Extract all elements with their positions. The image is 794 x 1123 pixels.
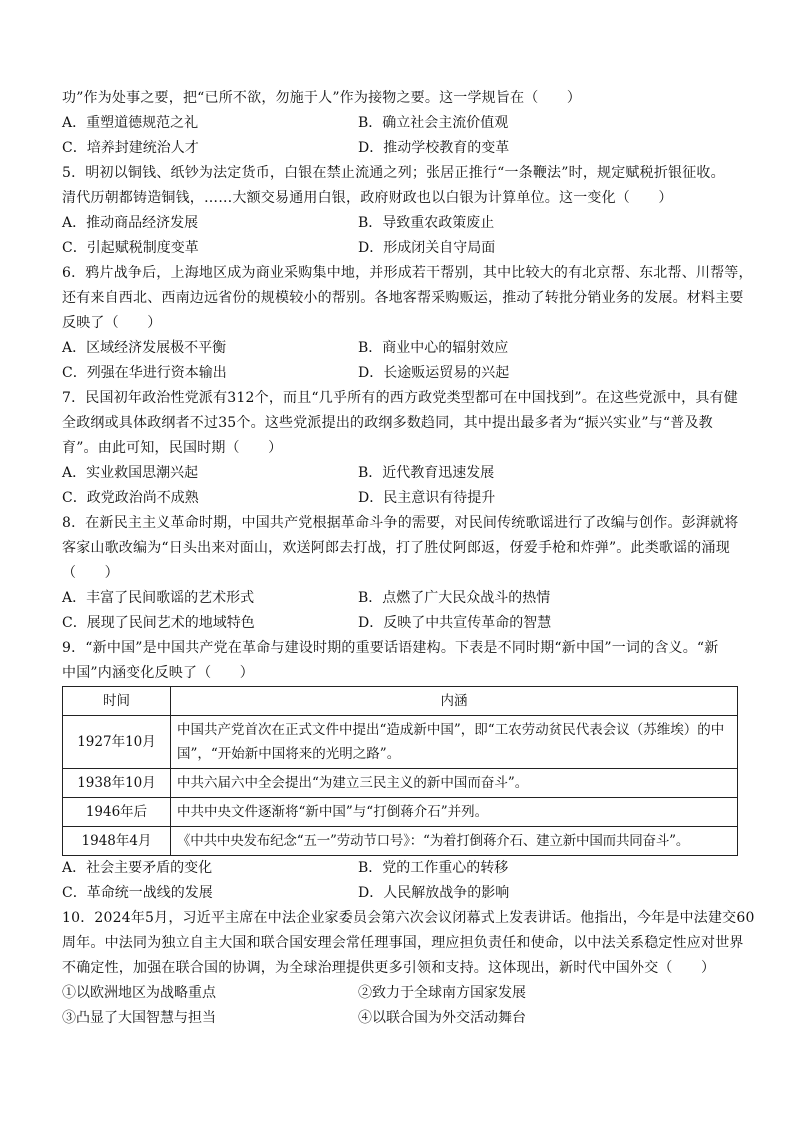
option-d[interactable]: D．形成闭关自守局面 bbox=[358, 240, 496, 256]
table-cell-meaning: 中共中央文件逐渐将“新中国”与“打倒蒋介石”并列。 bbox=[171, 798, 738, 827]
option-3[interactable]: ③凸显了大国智慧与担当 bbox=[62, 1010, 216, 1026]
option-d[interactable]: D．民主意识有待提升 bbox=[358, 490, 496, 506]
question-6-options-row-1 bbox=[62, 336, 738, 361]
column-header-time: 时间 bbox=[63, 687, 171, 716]
option-a[interactable]: A．丰富了民间歌谣的艺术形式 bbox=[62, 590, 255, 606]
table-header-row bbox=[63, 687, 738, 716]
table-row bbox=[63, 769, 738, 798]
option-a[interactable]: A．区域经济发展极不平衡 bbox=[62, 340, 227, 356]
table-cell-meaning: 中共六届六中全会提出“为建立三民主义的新中国而奋斗”。 bbox=[171, 769, 738, 798]
option-c[interactable]: C．展现了民间艺术的地域特色 bbox=[62, 615, 255, 631]
question-5-line-2: 清代历朝都铸造铜钱，……大额交易通用白银，政府财政也以白银为计算单位。这一变化（ ） bbox=[62, 190, 673, 206]
option-c[interactable]: C．引起赋税制度变革 bbox=[62, 240, 199, 256]
question-10-line-2: 周年。中法同为独立自主大国和联合国安理会常任理事国，理应担负责任和使命，以中法关系稳定性应对世界 bbox=[62, 935, 744, 951]
table-row bbox=[63, 798, 738, 827]
option-d[interactable]: D．人民解放战争的影响 bbox=[358, 885, 510, 901]
table-cell-meaning: 《中共中央发布纪念“五一”劳动节口号》：“为着打倒蒋介石、建立新中国而共同奋斗”。 bbox=[171, 827, 738, 856]
question-10-line-1: 10．2024年5月，习近平主席在中法企业家委员会第六次会议闭幕式上发表讲话。他指出，今年是中法建交60 bbox=[62, 910, 755, 926]
question-6-line-3: 反映了（ ） bbox=[62, 315, 162, 331]
question-9-options-row-2 bbox=[62, 881, 738, 906]
question-10-line-3: 不确定性，加强在联合国的协调，为全球治理提供更多引领和支持。这体现出，新时代中国外交（ ） bbox=[62, 960, 716, 976]
table-cell-meaning: 中国共产党首次在正式文件中提出“造成新中国”，即“工农劳动贫民代表会议（苏维埃）的中国”，“开始新中国将来的光明之路”。 bbox=[171, 716, 738, 769]
table-cell-time: 1948年4月 bbox=[63, 827, 171, 856]
question-9-line-2: 中国”内涵变化反映了（ ） bbox=[62, 665, 254, 681]
option-a[interactable]: A．推动商品经济发展 bbox=[62, 215, 199, 231]
table-cell-time: 1938年10月 bbox=[63, 769, 171, 798]
question-9-line-1: 9．“新中国”是中国共产党在革命与建设时期的重要话语建构。下表是不同时期“新中国”一词的含义。“新 bbox=[62, 640, 719, 656]
question-4 bbox=[62, 86, 738, 161]
option-b[interactable]: B．导致重农政策废止 bbox=[358, 215, 495, 231]
question-6-line-2: 还有来自西北、西南边远省份的规模较小的帮别。各地客帮采购贩运，推动了转批分销业务的发展。材料主要 bbox=[62, 290, 744, 306]
exam-page bbox=[62, 86, 755, 1031]
option-a[interactable]: A．社会主要矛盾的变化 bbox=[62, 860, 213, 876]
question-7-line-2: 全政纲或具体政纲者不过35个。这些党派提出的政纲多数趋同，其中提出最多者为“振兴实业”与“普及教 bbox=[62, 415, 713, 431]
option-c[interactable]: C．培养封建统治人才 bbox=[62, 140, 199, 156]
option-d[interactable]: D．推动学校教育的变革 bbox=[358, 140, 510, 156]
option-b[interactable]: B．确立社会主流价值观 bbox=[358, 115, 509, 131]
option-b[interactable]: B．近代教育迅速发展 bbox=[358, 465, 495, 481]
option-b[interactable]: B．点燃了广大民众战斗的热情 bbox=[358, 590, 551, 606]
option-d[interactable]: D．长途贩运贸易的兴起 bbox=[358, 365, 510, 381]
table-cell-time: 1927年10月 bbox=[63, 716, 171, 769]
option-c[interactable]: C．革命统一战线的发展 bbox=[62, 885, 213, 901]
question-7-options-row-2 bbox=[62, 486, 738, 511]
question-6-options-row-2 bbox=[62, 361, 738, 386]
question-6-line-1: 6．鸦片战争后，上海地区成为商业采购集中地，并形成若干帮别，其中比较大的有北京帮、东北帮、川帮等， bbox=[62, 265, 753, 281]
question-8-options-row-1 bbox=[62, 586, 738, 611]
question-7-options-row-1 bbox=[62, 461, 738, 486]
table-row bbox=[63, 716, 738, 769]
question-9 bbox=[62, 636, 738, 906]
question-4-options-row-1 bbox=[62, 111, 738, 136]
option-4[interactable]: ④以联合国为外交活动舞台 bbox=[358, 1010, 526, 1026]
question-4-options-row-2 bbox=[62, 136, 738, 161]
question-8-line-1: 8．在新民主主义革命时期，中国共产党根据革命斗争的需要，对民间传统歌谣进行了改编与创作。彭湃就将 bbox=[62, 515, 739, 531]
option-c[interactable]: C．政党政治尚不成熟 bbox=[62, 490, 199, 506]
option-c[interactable]: C．列强在华进行资本输出 bbox=[62, 365, 227, 381]
table-row bbox=[63, 827, 738, 856]
question-5-line-1: 5．明初以铜钱、纸钞为法定货币，白银在禁止流通之列；张居正推行“一条鞭法”时，规定赋税折银征收。 bbox=[62, 165, 725, 181]
option-2[interactable]: ②致力于全球南方国家发展 bbox=[358, 985, 526, 1001]
question-10 bbox=[62, 906, 755, 1031]
question-8 bbox=[62, 511, 738, 636]
question-5-options-row-1 bbox=[62, 211, 738, 236]
table-cell-time: 1946年后 bbox=[63, 798, 171, 827]
option-1[interactable]: ①以欧洲地区为战略重点 bbox=[62, 985, 216, 1001]
question-6 bbox=[62, 261, 753, 386]
question-7-line-1: 7．民国初年政治性党派有312个，而且“几乎所有的西方政党类型都可在中国找到”。在这些党派中，具有健 bbox=[62, 390, 738, 406]
question-5-options-row-2 bbox=[62, 236, 738, 261]
new-china-meaning-table bbox=[62, 686, 738, 856]
option-a[interactable]: A．重塑道德规范之礼 bbox=[62, 115, 199, 131]
option-b[interactable]: B．党的工作重心的转移 bbox=[358, 860, 509, 876]
question-7-line-3: 育”。由此可知，民国时期（ ） bbox=[62, 440, 283, 456]
question-5 bbox=[62, 161, 738, 261]
option-d[interactable]: D．反映了中共宣传革命的智慧 bbox=[358, 615, 552, 631]
option-b[interactable]: B．商业中心的辐射效应 bbox=[358, 340, 509, 356]
question-10-options-row-2 bbox=[62, 1006, 738, 1031]
question-8-line-2: 客家山歌改编为“日头出来对面山，欢送阿郎去打战，打了胜仗阿郎返，伢爱手枪和炸弹”。此类歌谣的涌现 bbox=[62, 540, 730, 556]
question-4-stem: 功”作为处事之要，把“已所不欲，勿施于人”作为接物之要。这一学规旨在（ ） bbox=[62, 90, 582, 106]
question-8-options-row-2 bbox=[62, 611, 738, 636]
question-10-options-row-1 bbox=[62, 981, 738, 1006]
question-9-options-row-1 bbox=[62, 856, 738, 881]
question-8-line-3: （ ） bbox=[62, 565, 119, 581]
column-header-meaning: 内涵 bbox=[171, 687, 738, 716]
question-7 bbox=[62, 386, 738, 511]
option-a[interactable]: A．实业救国思潮兴起 bbox=[62, 465, 199, 481]
